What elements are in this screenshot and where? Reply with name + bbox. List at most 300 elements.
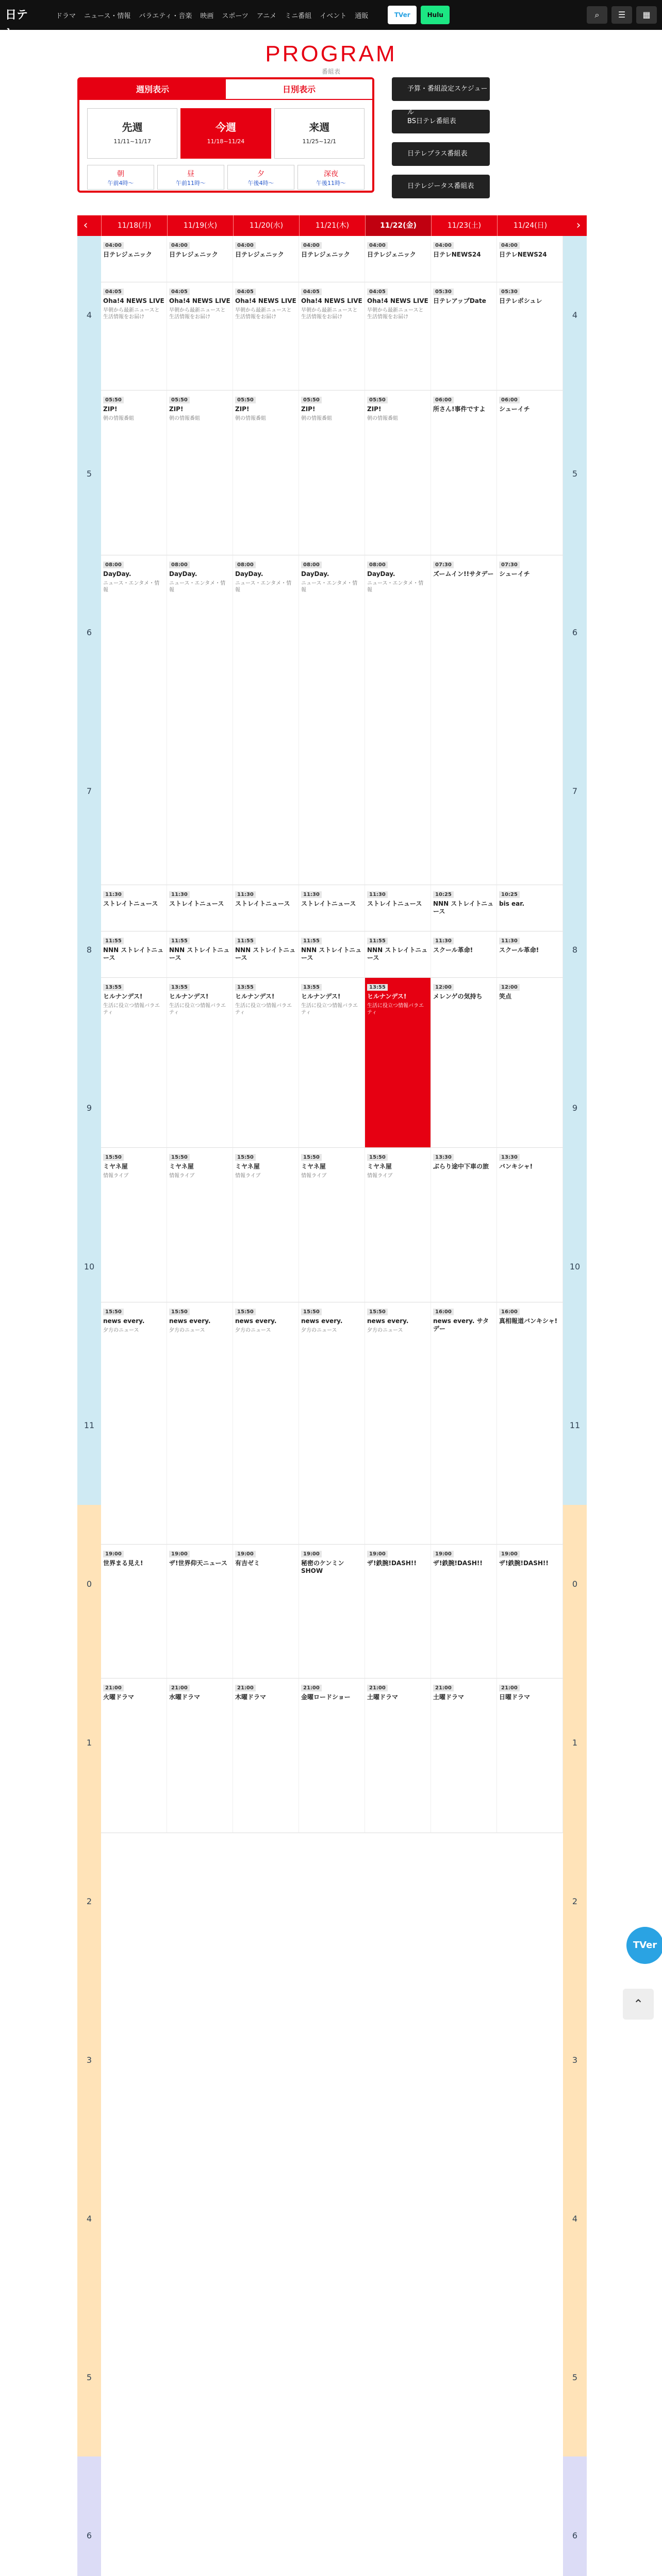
program-description: 情報ライブ bbox=[235, 1173, 261, 1179]
program-cell[interactable] bbox=[167, 282, 233, 391]
program-cell[interactable] bbox=[497, 282, 563, 391]
program-cell[interactable] bbox=[167, 1148, 233, 1302]
hour-label: 7 bbox=[563, 712, 587, 871]
program-cell[interactable] bbox=[299, 1545, 365, 1679]
program-cell[interactable] bbox=[299, 555, 365, 885]
side-link-bs[interactable]: BS日テレ番組表 bbox=[392, 110, 490, 133]
program-title: Oha!4 NEWS LIVE bbox=[367, 297, 428, 304]
program-time: 04:00 bbox=[301, 242, 322, 249]
hour-label: 7 bbox=[77, 712, 101, 871]
program-description: ニュース・エンタメ・情報 bbox=[235, 581, 292, 593]
program-time: 19:00 bbox=[103, 1551, 124, 1557]
program-title: Oha!4 NEWS LIVE bbox=[103, 297, 164, 304]
program-title: Oha!4 NEWS LIVE bbox=[169, 297, 230, 304]
hour-label: 11 bbox=[77, 1346, 101, 1505]
program-cell[interactable] bbox=[431, 978, 497, 1148]
program-time: 04:00 bbox=[433, 242, 454, 249]
nav-item[interactable]: ドラマ bbox=[56, 12, 76, 20]
program-cell[interactable] bbox=[167, 555, 233, 885]
program-cell[interactable] bbox=[365, 1679, 431, 1833]
program-title: news every. bbox=[103, 1317, 145, 1325]
program-cell[interactable] bbox=[299, 1148, 365, 1302]
program-title: Oha!4 NEWS LIVE bbox=[301, 297, 362, 304]
week-prev-label: 先週 bbox=[122, 121, 143, 133]
hour-label: 11 bbox=[563, 1346, 587, 1505]
program-title: news every. bbox=[301, 1317, 343, 1325]
program-cell[interactable] bbox=[233, 1679, 299, 1833]
program-title: 世界まる見え! bbox=[103, 1560, 143, 1567]
program-time: 19:00 bbox=[367, 1551, 388, 1557]
time-morning-label: 朝 bbox=[117, 170, 124, 178]
program-time: 07:30 bbox=[499, 562, 520, 568]
program-title: 日テレNEWS24 bbox=[499, 251, 547, 258]
time-noon-label: 昼 bbox=[187, 170, 194, 178]
program-description: 生活に役立つ情報バラエティ bbox=[367, 1003, 424, 1015]
site-logo[interactable]: 日テレ bbox=[5, 8, 28, 39]
hour-label: 9 bbox=[77, 1029, 101, 1188]
calendar-icon[interactable]: ▦ bbox=[636, 6, 657, 24]
program-cell[interactable] bbox=[233, 885, 299, 931]
program-cell[interactable] bbox=[497, 555, 563, 885]
program-cell[interactable] bbox=[431, 1679, 497, 1833]
program-title: DayDay. bbox=[235, 570, 263, 578]
program-title: 真相報道バンキシャ! bbox=[499, 1317, 558, 1325]
week-columns bbox=[86, 108, 366, 159]
program-title: DayDay. bbox=[169, 570, 197, 578]
side-link-g-tas[interactable]: 日テレジータス番組表 bbox=[392, 175, 490, 198]
program-title: NNN ストレイトニュース bbox=[169, 946, 230, 961]
program-title: bis ear. bbox=[499, 900, 525, 907]
program-cell[interactable] bbox=[167, 391, 233, 555]
program-cell[interactable] bbox=[431, 391, 497, 555]
date-header[interactable]: 11/18(月) bbox=[101, 215, 167, 236]
program-cell[interactable] bbox=[167, 885, 233, 931]
program-title: DayDay. bbox=[103, 570, 131, 578]
time-latenight-label: 深夜 bbox=[324, 170, 338, 178]
program-time: 04:00 bbox=[169, 242, 190, 249]
program-title: 土曜ドラマ bbox=[433, 1693, 465, 1701]
program-cell[interactable] bbox=[101, 978, 167, 1148]
program-cell[interactable] bbox=[431, 1302, 497, 1545]
program-cell[interactable] bbox=[101, 282, 167, 391]
hour-label: 10 bbox=[77, 1188, 101, 1346]
nav-item[interactable]: イベント bbox=[320, 12, 347, 20]
program-time: 06:00 bbox=[499, 397, 520, 403]
time-noon-button[interactable] bbox=[157, 165, 224, 190]
week-current-label: 今週 bbox=[215, 121, 236, 133]
program-time: 04:05 bbox=[235, 289, 256, 295]
program-cell[interactable] bbox=[365, 1148, 431, 1302]
program-grid bbox=[77, 236, 587, 2576]
program-cell[interactable] bbox=[365, 236, 431, 282]
date-header[interactable]: 11/21(木) bbox=[299, 215, 365, 236]
program-time: 15:50 bbox=[235, 1309, 256, 1315]
program-title: ZIP! bbox=[169, 405, 184, 413]
program-title: ストレイトニュース bbox=[169, 900, 224, 907]
program-time: 04:00 bbox=[499, 242, 520, 249]
program-time: 15:50 bbox=[103, 1154, 124, 1161]
program-title: 木曜ドラマ bbox=[235, 1693, 267, 1701]
week-current-range: 11/18~11/24 bbox=[207, 138, 245, 145]
program-cell[interactable] bbox=[167, 1679, 233, 1833]
program-description: 朝の情報番組 bbox=[367, 416, 398, 421]
program-cell[interactable] bbox=[365, 282, 431, 391]
hour-label: 6 bbox=[563, 553, 587, 712]
program-cell[interactable] bbox=[167, 1302, 233, 1545]
program-title: ZIP! bbox=[103, 405, 118, 413]
program-cell[interactable] bbox=[299, 391, 365, 555]
program-title: ストレイトニュース bbox=[235, 900, 290, 907]
program-cell[interactable] bbox=[497, 1148, 563, 1302]
week-next[interactable] bbox=[274, 108, 365, 159]
time-evening-sub: 午後4時〜 bbox=[247, 180, 274, 187]
hour-column-left bbox=[77, 236, 101, 2576]
program-title: ヒルナンデス! bbox=[301, 993, 341, 1000]
program-cell[interactable] bbox=[497, 978, 563, 1148]
program-title: 火曜ドラマ bbox=[103, 1693, 135, 1701]
page-subtitle: 番組表 bbox=[321, 68, 340, 75]
program-title: 日曜ドラマ bbox=[499, 1693, 531, 1701]
program-description: 生活に役立つ情報バラエティ bbox=[103, 1003, 160, 1015]
date-header[interactable]: 11/23(土) bbox=[431, 215, 497, 236]
program-cell[interactable] bbox=[233, 282, 299, 391]
program-cell[interactable] bbox=[299, 885, 365, 931]
program-cell[interactable] bbox=[233, 1148, 299, 1302]
date-header[interactable]: 11/20(水) bbox=[233, 215, 299, 236]
time-morning-sub: 午前4時〜 bbox=[107, 180, 134, 187]
date-header[interactable]: 11/19(火) bbox=[167, 215, 233, 236]
time-noon-sub: 午前11時〜 bbox=[176, 180, 206, 187]
program-description: 情報ライブ bbox=[367, 1173, 393, 1179]
program-cell[interactable] bbox=[167, 931, 233, 978]
tver-float-icon[interactable]: TVer bbox=[626, 1927, 662, 1964]
week-prev[interactable] bbox=[87, 108, 177, 159]
program-time: 11:55 bbox=[367, 938, 388, 944]
time-evening-button[interactable] bbox=[227, 165, 294, 190]
program-time: 21:00 bbox=[367, 1685, 388, 1691]
program-title: news every. bbox=[367, 1317, 409, 1325]
program-time: 05:30 bbox=[499, 289, 520, 295]
program-time: 13:30 bbox=[433, 1154, 454, 1161]
tab-daily[interactable]: 日別表示 bbox=[226, 79, 372, 100]
program-description: 夕方のニュース bbox=[301, 1328, 337, 1333]
side-links bbox=[392, 77, 593, 207]
nav-item[interactable]: スポーツ bbox=[222, 12, 249, 20]
program-cell[interactable] bbox=[365, 931, 431, 978]
program-cell[interactable] bbox=[497, 1302, 563, 1545]
program-cell[interactable] bbox=[101, 391, 167, 555]
main-nav bbox=[56, 10, 376, 20]
program-title: DayDay. bbox=[301, 570, 329, 578]
nav-item[interactable]: バラエティ・音楽 bbox=[139, 12, 192, 20]
program-description: 早朝から最新ニュースと生活情報をお届け bbox=[235, 308, 292, 320]
program-time: 11:30 bbox=[367, 891, 388, 898]
program-cell[interactable] bbox=[299, 978, 365, 1148]
program-title: ストレイトニュース bbox=[367, 900, 422, 907]
program-cell[interactable] bbox=[233, 555, 299, 885]
arrow-up-icon[interactable]: ⌃ bbox=[623, 1989, 654, 2020]
program-cell[interactable] bbox=[167, 236, 233, 282]
program-cell[interactable] bbox=[167, 1545, 233, 1679]
program-cell[interactable] bbox=[365, 978, 431, 1148]
nav-item[interactable]: 映画 bbox=[200, 12, 214, 20]
program-time: 04:05 bbox=[301, 289, 322, 295]
hour-label: 2 bbox=[563, 1822, 587, 1981]
program-time: 06:00 bbox=[433, 397, 454, 403]
side-link-schedule[interactable]: 予算・番組設定スケジュー bbox=[392, 77, 490, 101]
program-title: ZIP! bbox=[301, 405, 316, 413]
program-title: 水曜ドラマ bbox=[169, 1693, 201, 1701]
hour-label: 3 bbox=[563, 1981, 587, 2140]
program-cell[interactable] bbox=[497, 1679, 563, 1833]
program-cell[interactable] bbox=[431, 1545, 497, 1679]
program-title: NNN ストレイトニュース bbox=[433, 900, 494, 915]
menu-icon[interactable]: ☰ bbox=[611, 6, 632, 24]
hour-label: 4 bbox=[77, 2140, 101, 2298]
program-description: 生活に役立つ情報バラエティ bbox=[301, 1003, 358, 1015]
program-title: news every. サタデー bbox=[433, 1317, 489, 1332]
date-header-row bbox=[77, 215, 587, 236]
program-cell[interactable] bbox=[299, 236, 365, 282]
program-time: 19:00 bbox=[499, 1551, 520, 1557]
program-time: 19:00 bbox=[169, 1551, 190, 1557]
program-cell[interactable] bbox=[167, 978, 233, 1148]
view-tabs bbox=[79, 79, 372, 100]
program-title: 日テレジェニック bbox=[235, 251, 284, 258]
program-title: シューイチ bbox=[499, 570, 530, 578]
program-time: 11:30 bbox=[499, 938, 520, 944]
program-title: 日テレポシュレ bbox=[499, 297, 542, 304]
program-time: 08:00 bbox=[301, 562, 322, 568]
program-cell[interactable] bbox=[299, 1302, 365, 1545]
program-title: 日テレジェニック bbox=[301, 251, 350, 258]
program-time: 13:55 bbox=[169, 984, 190, 991]
program-time: 08:00 bbox=[169, 562, 190, 568]
hour-label: 4 bbox=[563, 2140, 587, 2298]
program-time: 15:50 bbox=[367, 1309, 388, 1315]
program-cell[interactable] bbox=[233, 1545, 299, 1679]
program-title: ミヤネ屋 bbox=[235, 1163, 260, 1170]
hour-label: 6 bbox=[77, 2456, 101, 2576]
brand-button-tver[interactable]: TVer bbox=[388, 6, 417, 24]
program-title: メレンゲの気持ち bbox=[433, 993, 483, 1000]
program-cell[interactable] bbox=[431, 282, 497, 391]
program-title: Oha!4 NEWS LIVE bbox=[235, 297, 296, 304]
program-cell[interactable] bbox=[101, 236, 167, 282]
program-description: ニュース・エンタメ・情報 bbox=[169, 581, 226, 593]
hour-label: 9 bbox=[563, 1029, 587, 1188]
side-link-plus[interactable]: 日テレプラス番組表 bbox=[392, 142, 490, 166]
program-time: 13:30 bbox=[499, 1154, 520, 1161]
program-cell[interactable] bbox=[431, 555, 497, 885]
program-time: 04:05 bbox=[169, 289, 190, 295]
program-time: 04:00 bbox=[235, 242, 256, 249]
next-arrow-icon[interactable]: › bbox=[576, 219, 581, 232]
program-title: news every. bbox=[235, 1317, 277, 1325]
program-cell[interactable] bbox=[365, 1545, 431, 1679]
date-header[interactable]: 11/24(日) bbox=[497, 215, 563, 236]
program-cell[interactable] bbox=[101, 555, 167, 885]
program-title: 所さん!事件ですよ bbox=[433, 405, 486, 413]
prev-arrow-icon[interactable]: ‹ bbox=[83, 219, 88, 232]
program-description: 朝の情報番組 bbox=[235, 416, 266, 421]
nav-item[interactable]: 通販 bbox=[355, 12, 369, 20]
program-description: 早朝から最新ニュースと生活情報をお届け bbox=[301, 308, 358, 320]
program-time: 04:05 bbox=[103, 289, 124, 295]
program-cell[interactable] bbox=[431, 1148, 497, 1302]
tab-weekly[interactable]: 週別表示 bbox=[79, 79, 226, 100]
program-time: 16:00 bbox=[499, 1309, 520, 1315]
page-title: PROGRAM bbox=[265, 41, 397, 66]
program-time: 07:30 bbox=[433, 562, 454, 568]
program-time: 08:00 bbox=[367, 562, 388, 568]
program-time: 13:55 bbox=[301, 984, 322, 991]
hour-label: 5 bbox=[77, 395, 101, 553]
program-time: 15:50 bbox=[169, 1154, 190, 1161]
program-time: 11:30 bbox=[301, 891, 322, 898]
program-title: NNN ストレイトニュース bbox=[301, 946, 362, 961]
program-title: NNN ストレイトニュース bbox=[367, 946, 428, 961]
hour-label: 2 bbox=[77, 1822, 101, 1981]
date-header[interactable]: 11/22(金) bbox=[365, 215, 431, 236]
program-description: ニュース・エンタメ・情報 bbox=[301, 581, 358, 593]
program-time: 12:00 bbox=[499, 984, 520, 991]
program-time: 15:50 bbox=[235, 1154, 256, 1161]
week-next-label: 来週 bbox=[309, 121, 330, 133]
program-description: ニュース・エンタメ・情報 bbox=[103, 581, 160, 593]
program-time: 13:55 bbox=[235, 984, 256, 991]
brand-buttons bbox=[388, 6, 454, 24]
nav-item[interactable]: アニメ bbox=[256, 12, 277, 20]
program-time: 21:00 bbox=[301, 1685, 322, 1691]
program-description: 情報ライブ bbox=[301, 1173, 327, 1179]
time-latenight-button[interactable] bbox=[297, 165, 365, 190]
program-title: ヒルナンデス! bbox=[235, 993, 275, 1000]
program-cell[interactable] bbox=[431, 885, 497, 931]
program-cell[interactable] bbox=[497, 391, 563, 555]
program-description: 早朝から最新ニュースと生活情報をお届け bbox=[169, 308, 226, 320]
program-cell[interactable] bbox=[497, 1545, 563, 1679]
program-cell[interactable] bbox=[497, 236, 563, 282]
program-description: 情報ライブ bbox=[169, 1173, 195, 1179]
program-cell[interactable] bbox=[233, 391, 299, 555]
program-title: ミヤネ屋 bbox=[169, 1163, 194, 1170]
program-cell[interactable] bbox=[299, 931, 365, 978]
program-title: シューイチ bbox=[499, 405, 530, 413]
hour-label: 1 bbox=[563, 1664, 587, 1822]
program-description: 夕方のニュース bbox=[235, 1328, 271, 1333]
program-time: 12:00 bbox=[433, 984, 454, 991]
program-cell[interactable] bbox=[365, 555, 431, 885]
hour-label: 4 bbox=[77, 236, 101, 395]
nav-item[interactable]: ミニ番組 bbox=[285, 12, 312, 20]
program-title: ザ!鉄腕!DASH!! bbox=[499, 1560, 549, 1567]
date-list bbox=[101, 215, 563, 236]
program-title: バンキシャ! bbox=[499, 1163, 533, 1170]
program-cell[interactable] bbox=[233, 236, 299, 282]
program-cell[interactable] bbox=[431, 236, 497, 282]
program-time: 15:50 bbox=[103, 1309, 124, 1315]
program-time: 11:30 bbox=[433, 938, 454, 944]
program-cell[interactable] bbox=[233, 978, 299, 1148]
program-cell[interactable] bbox=[365, 391, 431, 555]
program-title: ストレイトニュース bbox=[301, 900, 356, 907]
program-title: ザ!世界仰天ニュース bbox=[169, 1560, 227, 1567]
program-cell[interactable] bbox=[497, 931, 563, 978]
hour-label: 4 bbox=[563, 236, 587, 395]
program-cell[interactable] bbox=[101, 1679, 167, 1833]
nav-item[interactable]: ニュース・情報 bbox=[84, 12, 131, 20]
program-cell[interactable] bbox=[431, 931, 497, 978]
hour-label: 5 bbox=[77, 2298, 101, 2457]
hour-column-right bbox=[563, 236, 587, 2576]
program-description: 早朝から最新ニュースと生活情報をお届け bbox=[367, 308, 424, 320]
program-title: 金曜ロードショー bbox=[301, 1693, 351, 1701]
program-title: 日テレアップDate bbox=[433, 297, 486, 304]
program-cell[interactable] bbox=[299, 1679, 365, 1833]
program-cell[interactable] bbox=[299, 282, 365, 391]
program-cell[interactable] bbox=[101, 1148, 167, 1302]
hour-label: 1 bbox=[77, 1664, 101, 1822]
program-title: 秘密のケンミンSHOW bbox=[301, 1560, 344, 1574]
program-description: 朝の情報番組 bbox=[301, 416, 332, 421]
program-description: 生活に役立つ情報バラエティ bbox=[235, 1003, 292, 1015]
program-description: 情報ライブ bbox=[103, 1173, 129, 1179]
program-time: 13:55 bbox=[103, 984, 124, 991]
program-cell[interactable] bbox=[233, 931, 299, 978]
top-icons bbox=[583, 6, 657, 24]
brand-button-hulu[interactable]: Hulu bbox=[421, 6, 450, 24]
program-description: 生活に役立つ情報バラエティ bbox=[169, 1003, 226, 1015]
week-current[interactable] bbox=[180, 108, 271, 159]
program-cell[interactable] bbox=[365, 1302, 431, 1545]
program-time: 05:50 bbox=[103, 397, 124, 403]
time-of-day-buttons bbox=[86, 165, 366, 190]
program-cell[interactable] bbox=[101, 1545, 167, 1679]
program-time: 05:30 bbox=[433, 289, 454, 295]
week-next-range: 11/25~12/1 bbox=[302, 138, 337, 145]
week-prev-range: 11/11~11/17 bbox=[113, 138, 151, 145]
program-time: 10:25 bbox=[433, 891, 454, 898]
program-cell[interactable] bbox=[101, 885, 167, 931]
program-time: 16:00 bbox=[433, 1309, 454, 1315]
program-time: 08:00 bbox=[235, 562, 256, 568]
time-morning-button[interactable] bbox=[87, 165, 154, 190]
program-time: 15:50 bbox=[169, 1309, 190, 1315]
search-icon[interactable]: ⌕ bbox=[587, 6, 607, 24]
program-time: 10:25 bbox=[499, 891, 520, 898]
hour-label: 10 bbox=[563, 1188, 587, 1346]
program-time: 21:00 bbox=[169, 1685, 190, 1691]
program-title: ザ!鉄腕!DASH!! bbox=[433, 1560, 483, 1567]
program-title: NNN ストレイトニュース bbox=[103, 946, 164, 961]
program-cell[interactable] bbox=[101, 931, 167, 978]
program-cell[interactable] bbox=[233, 1302, 299, 1545]
hour-label: 0 bbox=[77, 1505, 101, 1664]
program-title: 有吉ゼミ bbox=[235, 1560, 260, 1567]
program-time: 11:30 bbox=[235, 891, 256, 898]
program-title: スクール革命! bbox=[499, 946, 539, 954]
program-title: ヒルナンデス! bbox=[367, 993, 407, 1000]
program-cell[interactable] bbox=[365, 885, 431, 931]
program-cell[interactable] bbox=[497, 885, 563, 931]
program-cell[interactable] bbox=[101, 1302, 167, 1545]
program-description: 夕方のニュース bbox=[103, 1328, 139, 1333]
program-description: 朝の情報番組 bbox=[169, 416, 200, 421]
program-time: 05:50 bbox=[301, 397, 322, 403]
program-time: 04:00 bbox=[103, 242, 124, 249]
program-title: DayDay. bbox=[367, 570, 395, 578]
